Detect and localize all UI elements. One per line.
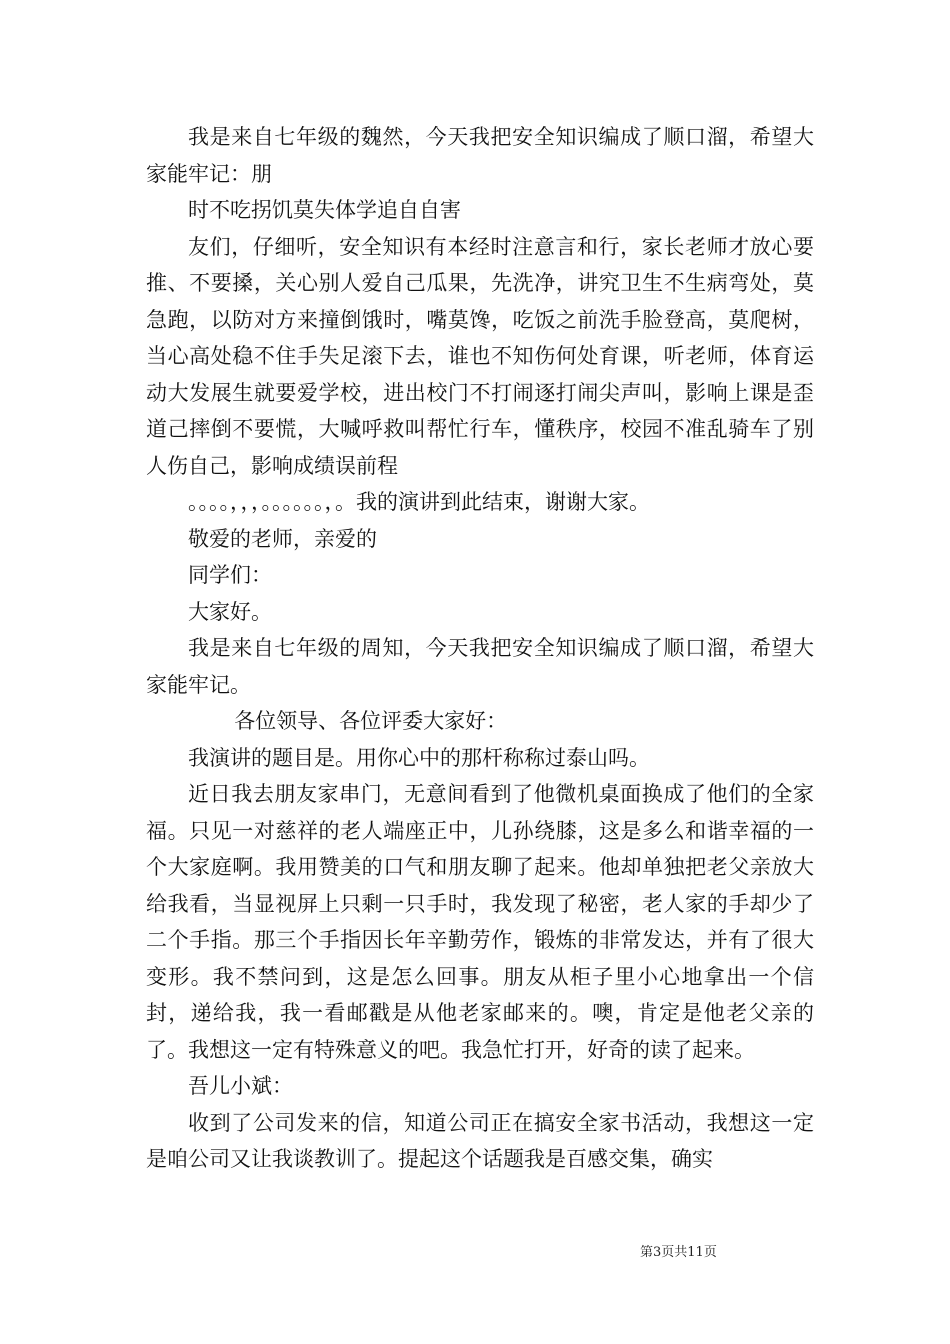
paragraph-letter-body: 收到了公司发来的信，知道公司正在搞安全家书活动，我想这一定是咱公司又让我谈教训了。提起这个话题我是百感交集，确实 — [146, 1110, 814, 1171]
paragraph-intro-zhouzhi: 我是来自七年级的周知，今天我把安全知识编成了顺口溜，希望大家能牢记。 — [146, 636, 814, 697]
paragraph-speech-title: 我演讲的题目是。用你心中的那杆称称过泰山吗。 — [188, 745, 650, 770]
document-body — [146, 119, 814, 1178]
paragraph-safety-rhyme: 友们，仔细听，安全知识有本经时注意言和行，家长老师才放心要推、不要搡，关心别人爱自己瓜果，先洗净，讲究卫生不生病弯处，莫急跑，以防对方来撞倒饿时，嘴莫馋，吃饭之前洗手脸登高，莫爬树，当心高处稳不住手失足滚下去，谁也不知伤何处育课，听老师，体育运动大发展生就要爱学校，进出校门不打闹逐打闹尖声叫，影响上课是歪道己摔倒不要慌，大喊呼救叫帮忙行车，懂秩序，校园不准乱骑车了别人伤自己，影响成绩误前程 — [146, 234, 814, 478]
paragraph-rhyme-fragment: 时不吃拐饥莫失体学追自自害 — [188, 198, 461, 222]
paragraph-hello: 大家好。 — [188, 599, 272, 624]
page-number-footer: 第3页共11页 — [640, 1245, 717, 1260]
paragraph-closing: 。。。。，，，。。。。。。，。我的演讲到此结束，谢谢大家。 — [188, 490, 650, 514]
paragraph-greeting-students: 同学们： — [188, 563, 272, 587]
paragraph-greeting-leaders: 各位领导、各位评委大家好： — [234, 709, 508, 733]
paragraph-intro-weiran: 我是来自七年级的魏然，今天我把安全知识编成了顺口溜，希望大家能牢记：朋 — [146, 125, 814, 186]
paragraph-letter-salutation: 吾儿小斌： — [188, 1074, 293, 1098]
paragraph-greeting-teachers: 敬爱的老师，亲爱的 — [188, 526, 377, 551]
paragraph-family-photo-story: 近日我去朋友家串门，无意间看到了他微机桌面换成了他们的全家福。只见一对慈祥的老人端座正中，儿孙绕膝，这是多么和谐幸福的一个大家庭啊。我用赞美的口气和朋友聊了起来。他却单独把老父亲放大给我看，当显视屏上只剩一只手时，我发现了秘密，老人家的手却少了二个手指。那三个手指因长年辛勤劳作，锻炼的非常发达，并有了很大变形。我不禁问到，这是怎么回事。朋友从柜子里小心地拿出一个信封，递给我，我一看邮戳是从他老家邮来的。噢，肯定是他老父亲的了。我想这一定有特殊意义的吧。我急忙打开，好奇的读了起来。 — [146, 782, 814, 1062]
